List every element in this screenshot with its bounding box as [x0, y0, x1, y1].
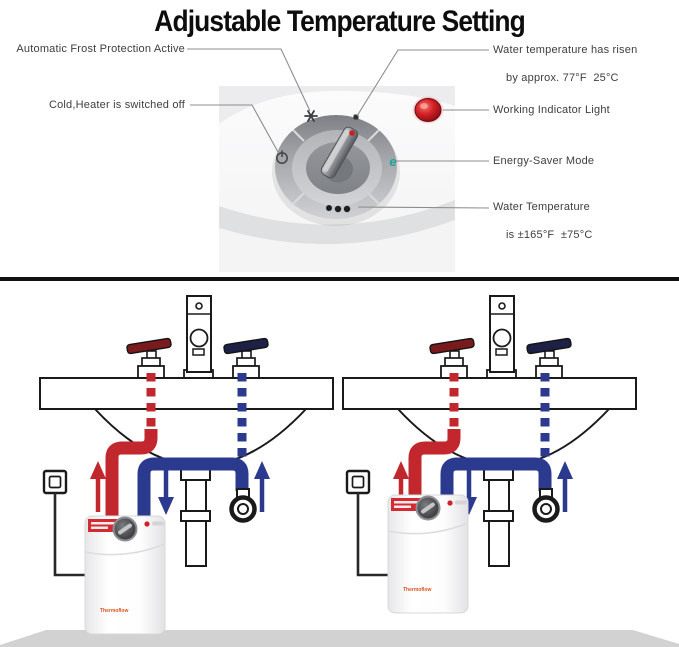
working-indicator-light: [413, 97, 444, 124]
page-title: Adjustable Temperature Setting: [154, 5, 525, 38]
label-energy-saver: Energy-Saver Mode: [493, 155, 595, 167]
label-working-light: Working Indicator Light: [493, 104, 610, 116]
section-divider: [0, 277, 679, 281]
label-temp-risen-line1: Water temperature has risen: [493, 44, 638, 56]
heater-right: [388, 495, 468, 613]
label-frost-protection: Automatic Frost Protection Active: [16, 43, 185, 55]
energy-saver-icon: e: [389, 154, 397, 169]
label-water-temp-line1: Water Temperature: [493, 201, 590, 213]
installation-diagrams: [0, 282, 679, 647]
sink-unit-right: [343, 296, 636, 575]
max-temp-mark: [354, 115, 359, 120]
label-temp-risen: [493, 43, 637, 85]
knob-red-dot: [349, 130, 355, 136]
label-cold-off: Cold,Heater is switched off: [48, 99, 185, 111]
page-title-wrap: [0, 5, 679, 39]
label-water-temp-line2: is ±165°F ±75°C: [506, 229, 593, 241]
label-water-temp: [493, 200, 592, 242]
control-panel-photo: [219, 86, 455, 272]
sink-unit-left: [40, 296, 333, 575]
heater-left: [85, 516, 165, 634]
label-temp-risen-line2: by approx. 77°F 25°C: [506, 72, 619, 84]
